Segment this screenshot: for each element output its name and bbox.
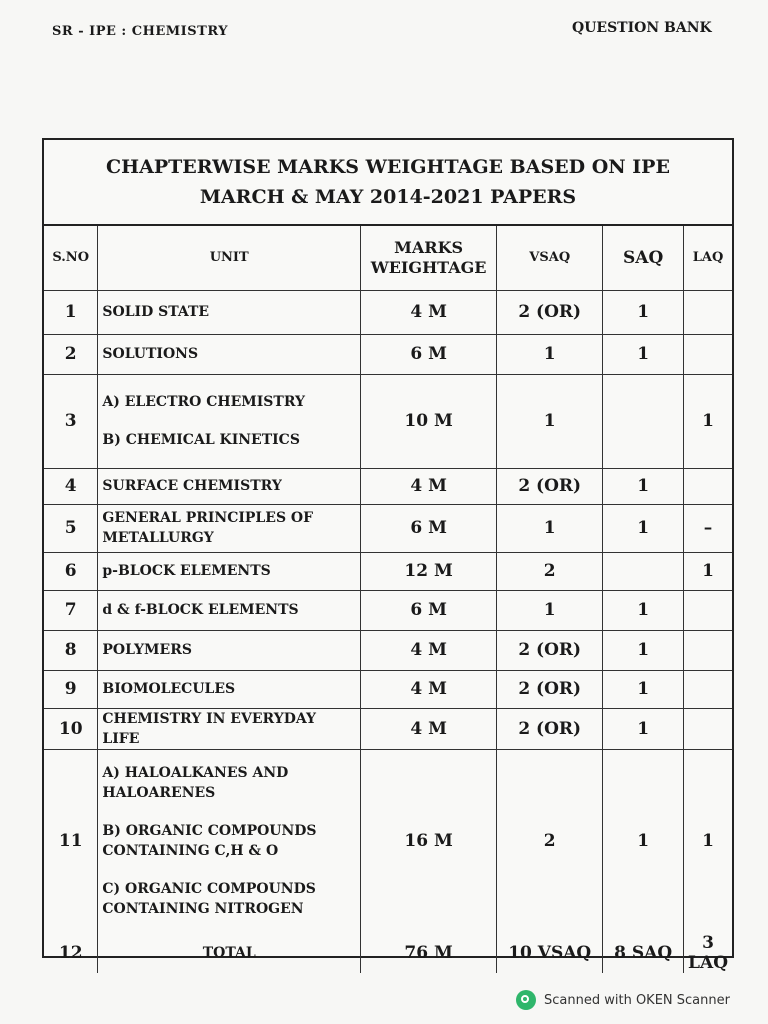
table-row bbox=[44, 552, 732, 590]
row-unit-line: A) ELECTRO CHEMISTRY bbox=[102, 394, 306, 410]
table-row bbox=[44, 290, 732, 334]
table-row bbox=[44, 708, 732, 749]
scanner-watermark bbox=[516, 990, 730, 1010]
row-unit-line: A) HALOALKANES AND bbox=[102, 765, 289, 782]
row-saq bbox=[603, 374, 684, 468]
row-marks: 4 M bbox=[361, 468, 497, 504]
row-marks: 6 M bbox=[361, 590, 497, 630]
row-unit-line: CHEMISTRY IN EVERYDAY LIFE bbox=[102, 710, 316, 747]
row-unit bbox=[98, 630, 361, 670]
total-row bbox=[44, 933, 732, 973]
table-row bbox=[44, 334, 732, 374]
row-sno: 9 bbox=[44, 670, 98, 708]
table-row bbox=[44, 504, 732, 552]
row-unit-line: B) ORGANIC COMPOUNDS bbox=[102, 823, 317, 840]
row-vsaq: 1 bbox=[497, 590, 603, 630]
row-laq bbox=[684, 590, 732, 630]
row-unit-line: B) CHEMICAL KINETICS bbox=[102, 432, 300, 448]
title-line-1: CHAPTERWISE MARKS WEIGHTAGE BASED ON IPE bbox=[106, 156, 670, 178]
table-row bbox=[44, 590, 732, 630]
row-vsaq: 1 bbox=[497, 334, 603, 374]
total-laq: 3 LAQ bbox=[684, 933, 732, 973]
row-unit-line: CONTAINING NITROGEN bbox=[102, 901, 304, 918]
row-unit bbox=[98, 374, 361, 468]
col-marks-line2: WEIGHTAGE bbox=[370, 257, 487, 277]
row-unit-line: POLYMERS bbox=[102, 642, 192, 658]
row-saq: 1 bbox=[603, 708, 684, 749]
total-sno: 12 bbox=[44, 933, 98, 973]
col-vsaq: VSAQ bbox=[497, 226, 603, 290]
row-marks: 6 M bbox=[361, 334, 497, 374]
row-unit-line: HALOARENES bbox=[102, 785, 216, 802]
col-sno: S.NO bbox=[44, 226, 98, 290]
table-row bbox=[44, 374, 732, 468]
row-marks: 6 M bbox=[361, 504, 497, 552]
row-unit-line: SOLID STATE bbox=[102, 304, 210, 320]
col-saq: SAQ bbox=[603, 226, 684, 290]
row-vsaq: 2 (OR) bbox=[497, 630, 603, 670]
weightage-table bbox=[44, 226, 732, 973]
row-saq bbox=[603, 552, 684, 590]
row-marks: 4 M bbox=[361, 630, 497, 670]
row-saq: 1 bbox=[603, 504, 684, 552]
total-label: TOTAL bbox=[98, 933, 361, 973]
col-unit: UNIT bbox=[98, 226, 361, 290]
row-laq: 1 bbox=[684, 374, 732, 468]
table-body bbox=[44, 290, 732, 933]
row-saq: 1 bbox=[603, 290, 684, 334]
row-saq: 1 bbox=[603, 630, 684, 670]
row-unit-line: C) ORGANIC COMPOUNDS bbox=[102, 881, 316, 898]
scanner-text: Scanned with OKEN Scanner bbox=[544, 992, 730, 1008]
row-unit bbox=[98, 468, 361, 504]
row-laq: – bbox=[684, 504, 732, 552]
row-vsaq: 2 (OR) bbox=[497, 290, 603, 334]
row-vsaq: 2 bbox=[497, 552, 603, 590]
row-unit bbox=[98, 334, 361, 374]
row-laq bbox=[684, 670, 732, 708]
row-unit bbox=[98, 290, 361, 334]
total-marks: 76 M bbox=[361, 933, 497, 973]
row-unit-line: BIOMOLECULES bbox=[102, 681, 236, 697]
row-marks: 4 M bbox=[361, 708, 497, 749]
row-unit-line: SOLUTIONS bbox=[102, 346, 199, 362]
row-unit-line: SURFACE CHEMISTRY bbox=[102, 478, 282, 494]
row-unit bbox=[98, 708, 361, 749]
row-vsaq: 2 (OR) bbox=[497, 670, 603, 708]
row-marks: 16 M bbox=[361, 749, 497, 933]
row-saq: 1 bbox=[603, 590, 684, 630]
row-sno: 5 bbox=[44, 504, 98, 552]
row-sno: 2 bbox=[44, 334, 98, 374]
row-sno: 1 bbox=[44, 290, 98, 334]
row-unit-line: d & f-BLOCK ELEMENTS bbox=[102, 602, 299, 618]
row-unit-line: GENERAL PRINCIPLES OF bbox=[102, 510, 314, 526]
col-marks-line1: MARKS bbox=[394, 237, 464, 257]
title-line-2: MARCH & MAY 2014-2021 PAPERS bbox=[199, 186, 577, 208]
row-laq bbox=[684, 334, 732, 374]
row-sno: 8 bbox=[44, 630, 98, 670]
row-saq: 1 bbox=[603, 468, 684, 504]
row-vsaq: 2 (OR) bbox=[497, 468, 603, 504]
row-saq: 1 bbox=[603, 670, 684, 708]
header-question-bank: QUESTION BANK bbox=[572, 20, 712, 36]
row-sno: 11 bbox=[44, 749, 98, 933]
row-vsaq: 2 (OR) bbox=[497, 708, 603, 749]
row-unit-line: METALLURGY bbox=[102, 530, 214, 546]
row-vsaq: 2 bbox=[497, 749, 603, 933]
row-marks: 4 M bbox=[361, 670, 497, 708]
row-laq bbox=[684, 290, 732, 334]
row-saq: 1 bbox=[603, 334, 684, 374]
total-vsaq: 10 VSAQ bbox=[497, 933, 603, 973]
row-sno: 6 bbox=[44, 552, 98, 590]
row-sno: 4 bbox=[44, 468, 98, 504]
table-title bbox=[44, 140, 732, 226]
row-sno: 10 bbox=[44, 708, 98, 749]
row-unit bbox=[98, 749, 361, 933]
row-unit bbox=[98, 670, 361, 708]
row-unit-line: CONTAINING C,H & O bbox=[102, 843, 279, 860]
row-vsaq: 1 bbox=[497, 374, 603, 468]
table-row bbox=[44, 468, 732, 504]
row-laq bbox=[684, 468, 732, 504]
row-unit bbox=[98, 504, 361, 552]
row-laq: 1 bbox=[684, 552, 732, 590]
row-sno: 3 bbox=[44, 374, 98, 468]
row-unit bbox=[98, 552, 361, 590]
row-marks: 12 M bbox=[361, 552, 497, 590]
col-marks bbox=[361, 226, 497, 290]
row-marks: 10 M bbox=[361, 374, 497, 468]
row-laq: 1 bbox=[684, 749, 732, 933]
row-sno: 7 bbox=[44, 590, 98, 630]
row-unit bbox=[98, 590, 361, 630]
row-laq bbox=[684, 630, 732, 670]
row-laq bbox=[684, 708, 732, 749]
weightage-sheet bbox=[42, 138, 734, 973]
header-subject: SR - IPE : CHEMISTRY bbox=[52, 24, 229, 39]
col-laq: LAQ bbox=[684, 226, 732, 290]
table-row bbox=[44, 630, 732, 670]
table-row bbox=[44, 670, 732, 708]
row-saq: 1 bbox=[603, 749, 684, 933]
row-unit-line: p-BLOCK ELEMENTS bbox=[102, 563, 271, 579]
scanner-logo-icon bbox=[516, 990, 536, 1010]
row-marks: 4 M bbox=[361, 290, 497, 334]
row-vsaq: 1 bbox=[497, 504, 603, 552]
total-saq: 8 SAQ bbox=[603, 933, 684, 973]
table-row bbox=[44, 749, 732, 933]
